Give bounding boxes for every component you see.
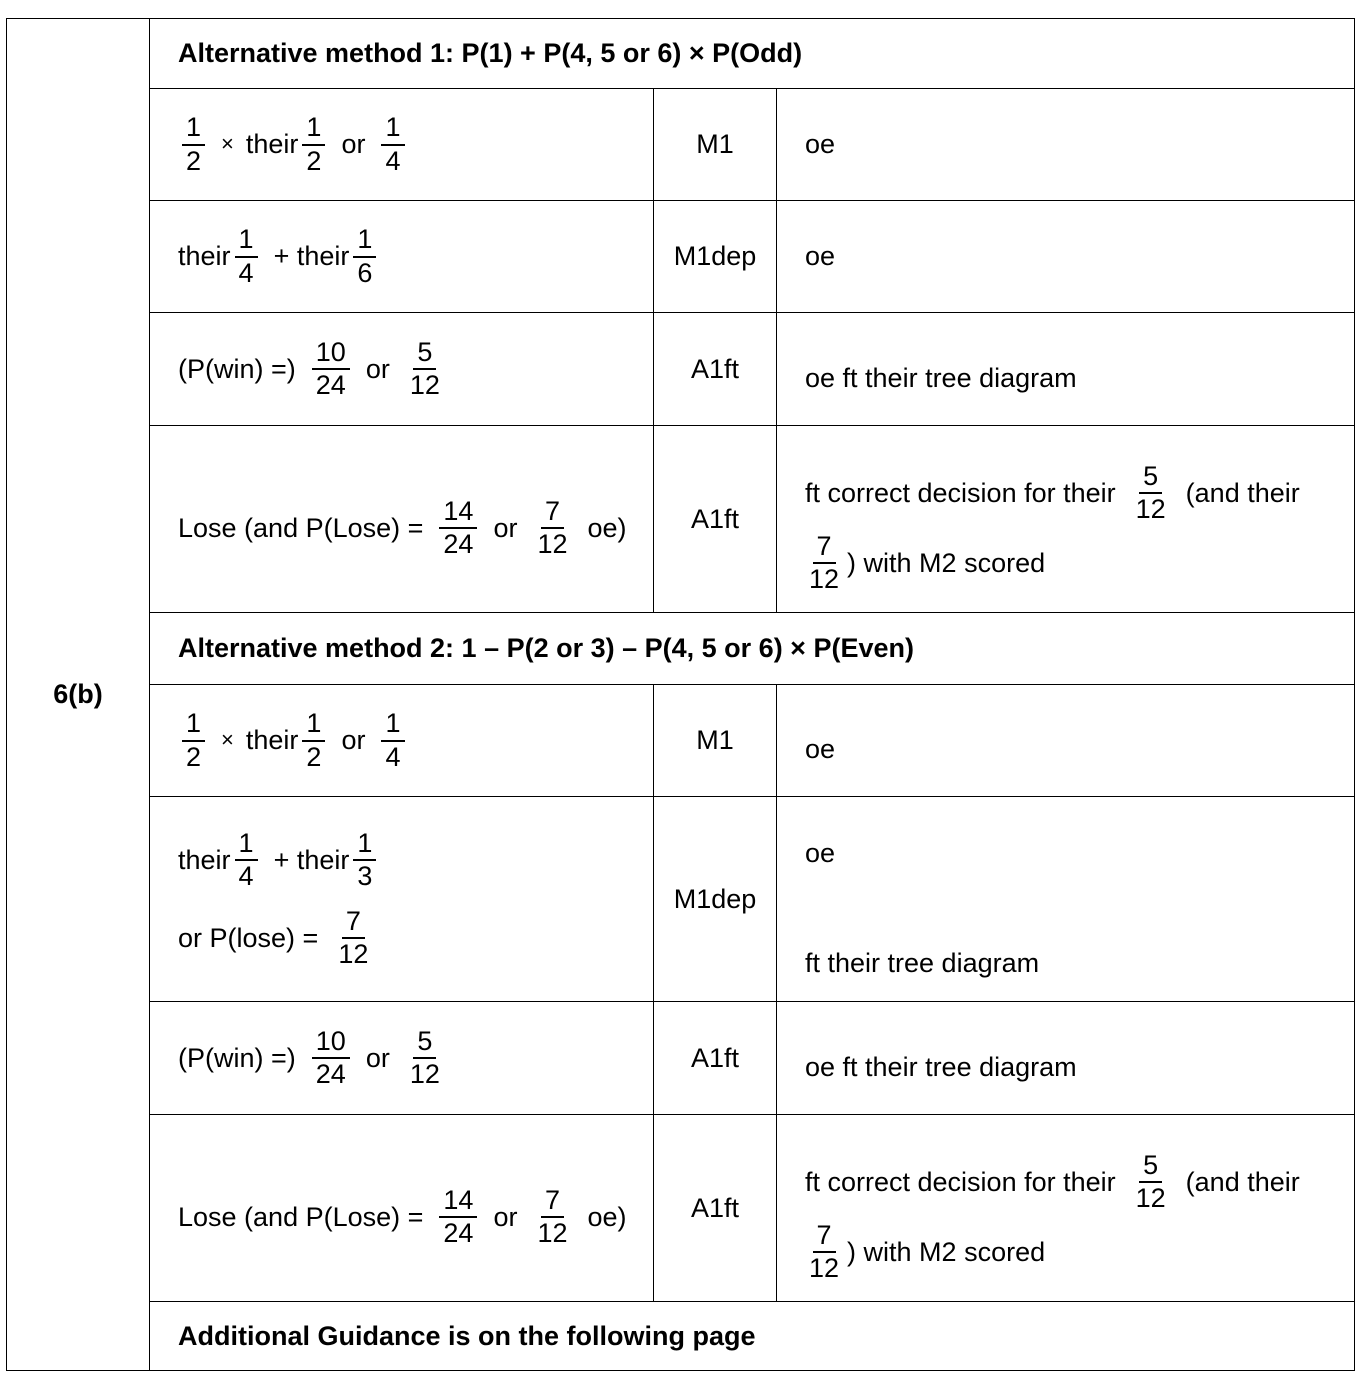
fraction: $\frac{5}{12}$	[409, 336, 440, 400]
alt1-r3-working: (P(win) =) $\frac{10}{24}$ or $\frac{5}{12}$	[150, 313, 654, 426]
alt2-r2-working: their $\frac{1}{4}$ + their $\frac{1}{3}$ or P(lose) = $\frac{7}{12}$	[150, 797, 654, 1002]
alt1-r3-mark: A1ft	[654, 313, 777, 426]
alt1-heading: Alternative method 1: P(1) + P(4, 5 or 6) × P(Odd)	[150, 19, 1355, 89]
mark-scheme-table	[6, 18, 1355, 1371]
fraction: $\frac{5}{12}$	[409, 1025, 440, 1089]
fraction: $\frac{5}{12}$	[1135, 460, 1166, 524]
alt2-r2-comment: oe ft their tree diagram	[777, 797, 1355, 1002]
fraction: $\frac{1}{4}$	[235, 828, 258, 892]
alt2-heading: Alternative method 2: 1 – P(2 or 3) – P(4, 5 or 6) × P(Even)	[150, 613, 1355, 685]
fraction: $\frac{7}{12}$	[809, 531, 840, 595]
fraction: $\frac{1}{2}$	[182, 708, 205, 772]
alt1-r4-working: Lose (and P(Lose) = $\frac{14}{24}$ or $\frac{7}{12}$ oe)	[150, 426, 654, 613]
alt2-r3-mark: A1ft	[654, 1002, 777, 1115]
fraction: $\frac{1}{4}$	[381, 708, 404, 772]
alt1-r4-comment: ft correct decision for their $\frac{5}{12}$ (and their $\frac{7}{12}$ ) with M2 scored	[777, 426, 1355, 613]
fraction: $\frac{14}{24}$	[439, 1185, 477, 1249]
alt2-r1-working: $\frac{1}{2}$ × their $\frac{1}{2}$ or $\frac{1}{4}$	[150, 685, 654, 797]
alt1-r1-working: $\frac{1}{2}$ × their $\frac{1}{2}$ or $\frac{1}{4}$	[150, 89, 654, 201]
alt2-row-3	[7, 1002, 1355, 1115]
alt2-r4-working: Lose (and P(Lose) = $\frac{14}{24}$ or $\frac{7}{12}$ oe)	[150, 1115, 654, 1302]
alt1-row-1	[7, 89, 1355, 201]
fraction: $\frac{10}{24}$	[312, 337, 350, 401]
alt2-r4-comment: ft correct decision for their $\frac{5}{12}$ (and their $\frac{7}{12}$ ) with M2 scored	[777, 1115, 1355, 1302]
alt1-row-4	[7, 426, 1355, 613]
alt1-r1-mark: M1	[654, 89, 777, 201]
alt1-r2-working: their $\frac{1}{4}$ + their $\frac{1}{6}$	[150, 201, 654, 313]
fraction: $\frac{1}{4}$	[235, 224, 258, 288]
question-number: 6(b)	[7, 19, 150, 1371]
alt1-r3-comment: oe ft their tree diagram	[777, 313, 1355, 426]
fraction: $\frac{14}{24}$	[439, 496, 477, 560]
alt2-row-4	[7, 1115, 1355, 1302]
fraction: $\frac{10}{24}$	[312, 1026, 350, 1090]
fraction: $\frac{1}{2}$	[302, 708, 325, 772]
fraction: $\frac{7}{12}$	[338, 906, 369, 970]
alt2-r2-mark: M1dep	[654, 797, 777, 1002]
alt1-r1-comment: oe	[777, 89, 1355, 201]
alt2-r4-mark: A1ft	[654, 1115, 777, 1302]
fraction: $\frac{1}{6}$	[353, 224, 376, 288]
fraction: $\frac{1}{2}$	[302, 112, 325, 176]
fraction: $\frac{1}{3}$	[353, 828, 376, 892]
fraction: $\frac{7}{12}$	[537, 495, 568, 559]
alt2-r3-working: (P(win) =) $\frac{10}{24}$ or $\frac{5}{12}$	[150, 1002, 654, 1115]
alt1-r4-mark: A1ft	[654, 426, 777, 613]
fraction: $\frac{7}{12}$	[809, 1220, 840, 1284]
alt1-r2-mark: M1dep	[654, 201, 777, 313]
fraction: $\frac{1}{4}$	[381, 112, 404, 176]
fraction: $\frac{7}{12}$	[537, 1184, 568, 1248]
fraction: $\frac{5}{12}$	[1135, 1149, 1166, 1213]
alt2-r1-mark: M1	[654, 685, 777, 797]
alt1-row-3	[7, 313, 1355, 426]
alt1-row-2	[7, 201, 1355, 313]
alt2-row-1	[7, 685, 1355, 797]
alt2-row-2	[7, 797, 1355, 1002]
alt2-r1-comment: oe	[777, 685, 1355, 797]
fraction: $\frac{1}{2}$	[182, 112, 205, 176]
additional-guidance-note: Additional Guidance is on the following page	[150, 1302, 1355, 1371]
alt1-r2-comment: oe	[777, 201, 1355, 313]
alt2-r3-comment: oe ft their tree diagram	[777, 1002, 1355, 1115]
